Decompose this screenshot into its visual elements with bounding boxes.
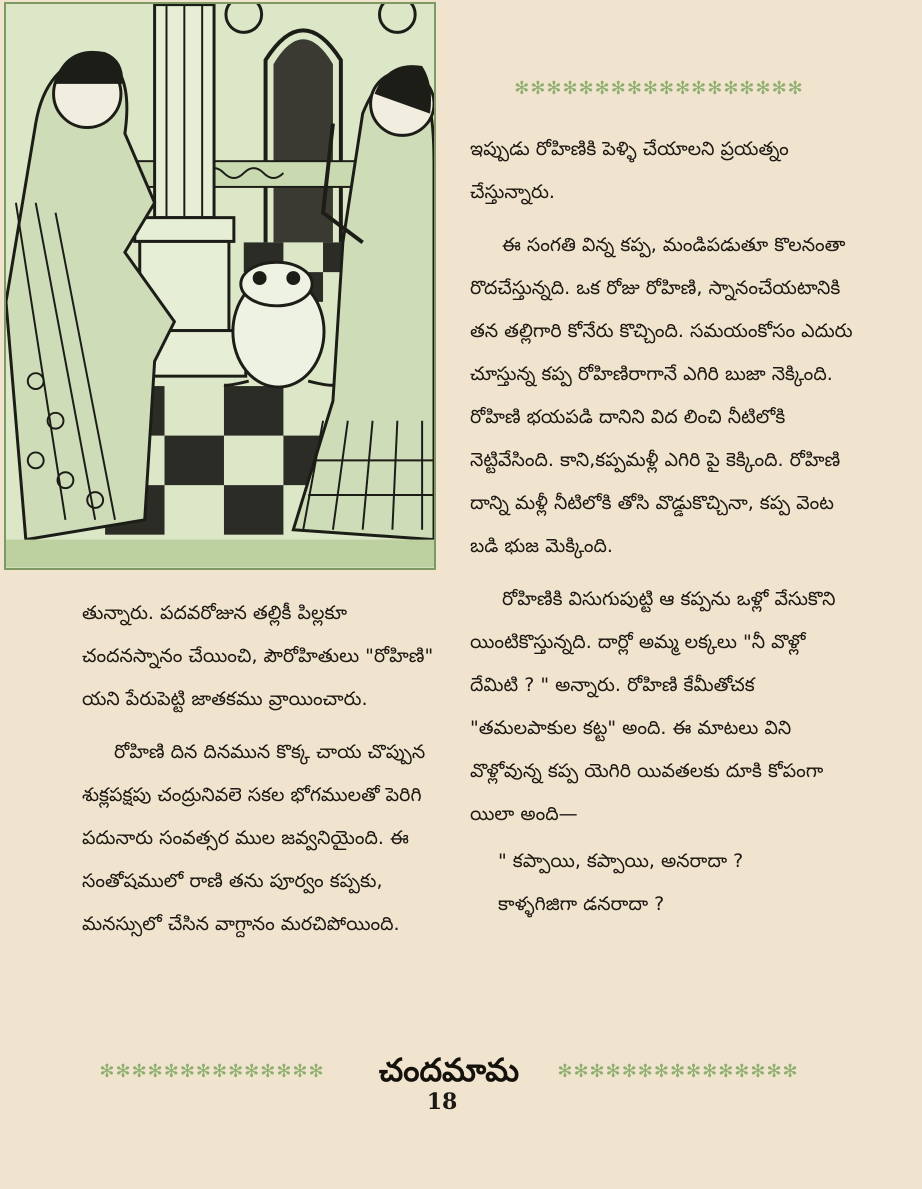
right-text-column xyxy=(470,128,858,926)
paragraph: రోహిణికి విసుగుపుట్టి ఆ కప్పను ఒళ్లో వేసుకొని యింటికొస్తున్నది. దార్లో అమ్మ లక్కలు "నీ వొళ్లో దేమిటి ? " అన్నారు. రోహిణి కేమీతోచక "తమలపాకుల కట్ట" అంది. ఈ మాటలు విని వొళ్లోవున్న కప్ప యెగిరి యివతలకు దూకి కోపంగా యిలా అంది— xyxy=(470,588,836,825)
poem-line: కాళ్ళగిజిగా డనరాదా ? xyxy=(498,893,665,915)
paragraph: తున్నారు. పదవరోజున తల్లికీ పిల్లకూ చందనస్నానం చేయించి, పౌరోహితులు "రోహిణి" యని పేరుపెట్టి జాతకము వ్రాయించారు. xyxy=(82,602,434,710)
page-number: 18 xyxy=(426,1089,458,1115)
ornamental-border-top: ✻✻✻✻✻✻✻✻✻✻✻✻✻✻✻✻✻✻ xyxy=(514,78,804,99)
story-illustration xyxy=(4,2,436,570)
ornamental-border-footer-right: ✻✻✻✻✻✻✻✻✻✻✻✻✻✻✻ xyxy=(557,1061,799,1082)
poem-verse xyxy=(470,840,858,926)
paragraph: ఈ సంగతి విన్న కప్ప, మండిపడుతూ కొలనంతా రొదచేస్తున్నది. ఒక రోజు రోహిణి, స్నానంచేయటానికి తన తల్లిగారి కోనేరు కొచ్చింది. సమయంకోసం ఎదురు చూస్తున్న కప్ప రోహిణిరాగానే ఎగిరి బుజా నెక్కింది. రోహిణి భయపడి దానిని విద లించి నీటిలోకి నెట్టివేసింది. కాని,కప్పమళ్లీ ఎగిరి పై కెక్కింది. రోహిణి దాన్ని మళ్లీ నీటిలోకి తోసి వొడ్డుకొచ్చినా, కప్ప వెంట బడి భుజ మెక్కింది. xyxy=(470,234,853,557)
poem-line: " కప్పాయి, కప్పాయి, అనరాదా ? xyxy=(498,850,744,872)
ornamental-border-footer-left: ✻✻✻✻✻✻✻✻✻✻✻✻✻✻ xyxy=(99,1061,325,1082)
paragraph: రోహిణి దిన దినమున కొక్క చాయ చొప్పున శుక్లపక్షపు చంద్రునివలె సకల భోగములతో పెరిగి పదునారు సంవత్సర ముల జవ్వనియైంది. ఈ సంతోషములో రాణి తను పూర్వం కప్పకు, మనస్సులో చేసిన వాగ్దానం మరచిపోయింది. xyxy=(82,741,426,935)
magazine-title: చందమామ xyxy=(378,1051,520,1089)
left-text-column xyxy=(82,592,442,946)
paragraph: ఇప్పుడు రోహిణికి పెళ్ళి చేయాలని ప్రయత్నం చేస్తున్నారు. xyxy=(470,138,789,203)
illustration-two-women-and-frog-icon xyxy=(6,4,434,568)
